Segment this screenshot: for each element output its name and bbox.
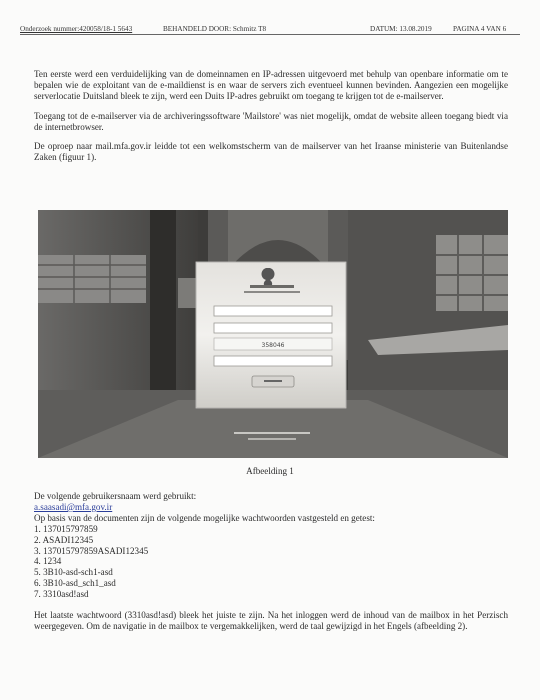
paragraph-welcome-screen: De oproep naar mail.mfa.gov.ir leidde tot een welkomstscherm van de mailserver van het Iraanse ministerie van Buitenlandse Zaken (figuur 1).	[34, 141, 508, 163]
list-item: 7. 3310asd!asd	[34, 589, 89, 600]
list-item: 3. 137015797859ASADI12345	[34, 545, 149, 556]
figure-caption: Afbeelding 1	[246, 466, 294, 476]
username-field	[214, 306, 332, 316]
webmail-login-photo	[38, 210, 508, 458]
captcha-field	[214, 356, 332, 366]
captcha-text: 358046	[261, 342, 285, 349]
list-item: 6. 3B10-asd_sch1_asd	[34, 578, 116, 589]
case-number: Onderzoek nummer:420058/18-1 5643	[20, 25, 133, 33]
figure-screenshot	[38, 210, 508, 458]
credentials-section	[34, 491, 508, 632]
list-item: 2. ASADI12345	[34, 534, 94, 545]
password-field	[214, 323, 332, 333]
username-link[interactable]: a.saasadi@mfa.gov.ir	[34, 501, 113, 512]
list-item: 4. 1234	[34, 556, 62, 567]
paragraph-mailstore: Toegang tot de e-mailserver via de archiveringssoftware 'Mailstore' was niet mogelijk, omdat de website alleen toegang biedt via de internetbrowser.	[34, 110, 508, 132]
handled-by: BEHANDELD DOOR: Schmitz T8	[163, 25, 267, 33]
conclusion-paragraph: Het laatste wachtwoord (3310asd!asd) bleek het juiste te zijn. Na het inloggen werd de inhoud van de mailbox in het Perzisch weergegeven. Om de navigatie in de mailbox te vergemakkelijken, werd de taal gewijzigd in het Engels (afbeelding 2).	[34, 610, 508, 631]
list-item: 1. 137015797859	[34, 523, 98, 534]
list-item: 5. 3B10-asd-sch1-asd	[34, 567, 113, 578]
date: DATUM: 13.08.2019	[370, 25, 432, 33]
password-list	[34, 524, 508, 600]
username-intro: De volgende gebruikersnaam werd gebruikt:	[34, 491, 197, 501]
page-number: PAGINA 4 VAN 6	[453, 25, 507, 33]
paragraph-domain-analysis: Ten eerste werd een verduidelijking van de domeinnamen en IP-adressen uitgevoerd met behulp van openbare informatie om te bepalen wie de exploitant van de e-maildienst is en waar de servers zich eventueel kunnen bevinden. Aangezien een mogelijke serverlocatie Duitsland bleek te zijn, werd een Duits IP-adres gebruikt om toegang te krijgen tot de e-mailserver.	[34, 69, 508, 102]
intro-text	[34, 69, 508, 171]
password-intro: Op basis van de documenten zijn de volgende mogelijke wachtwoorden vastgesteld en getest:	[34, 512, 375, 523]
page-header	[20, 25, 520, 35]
